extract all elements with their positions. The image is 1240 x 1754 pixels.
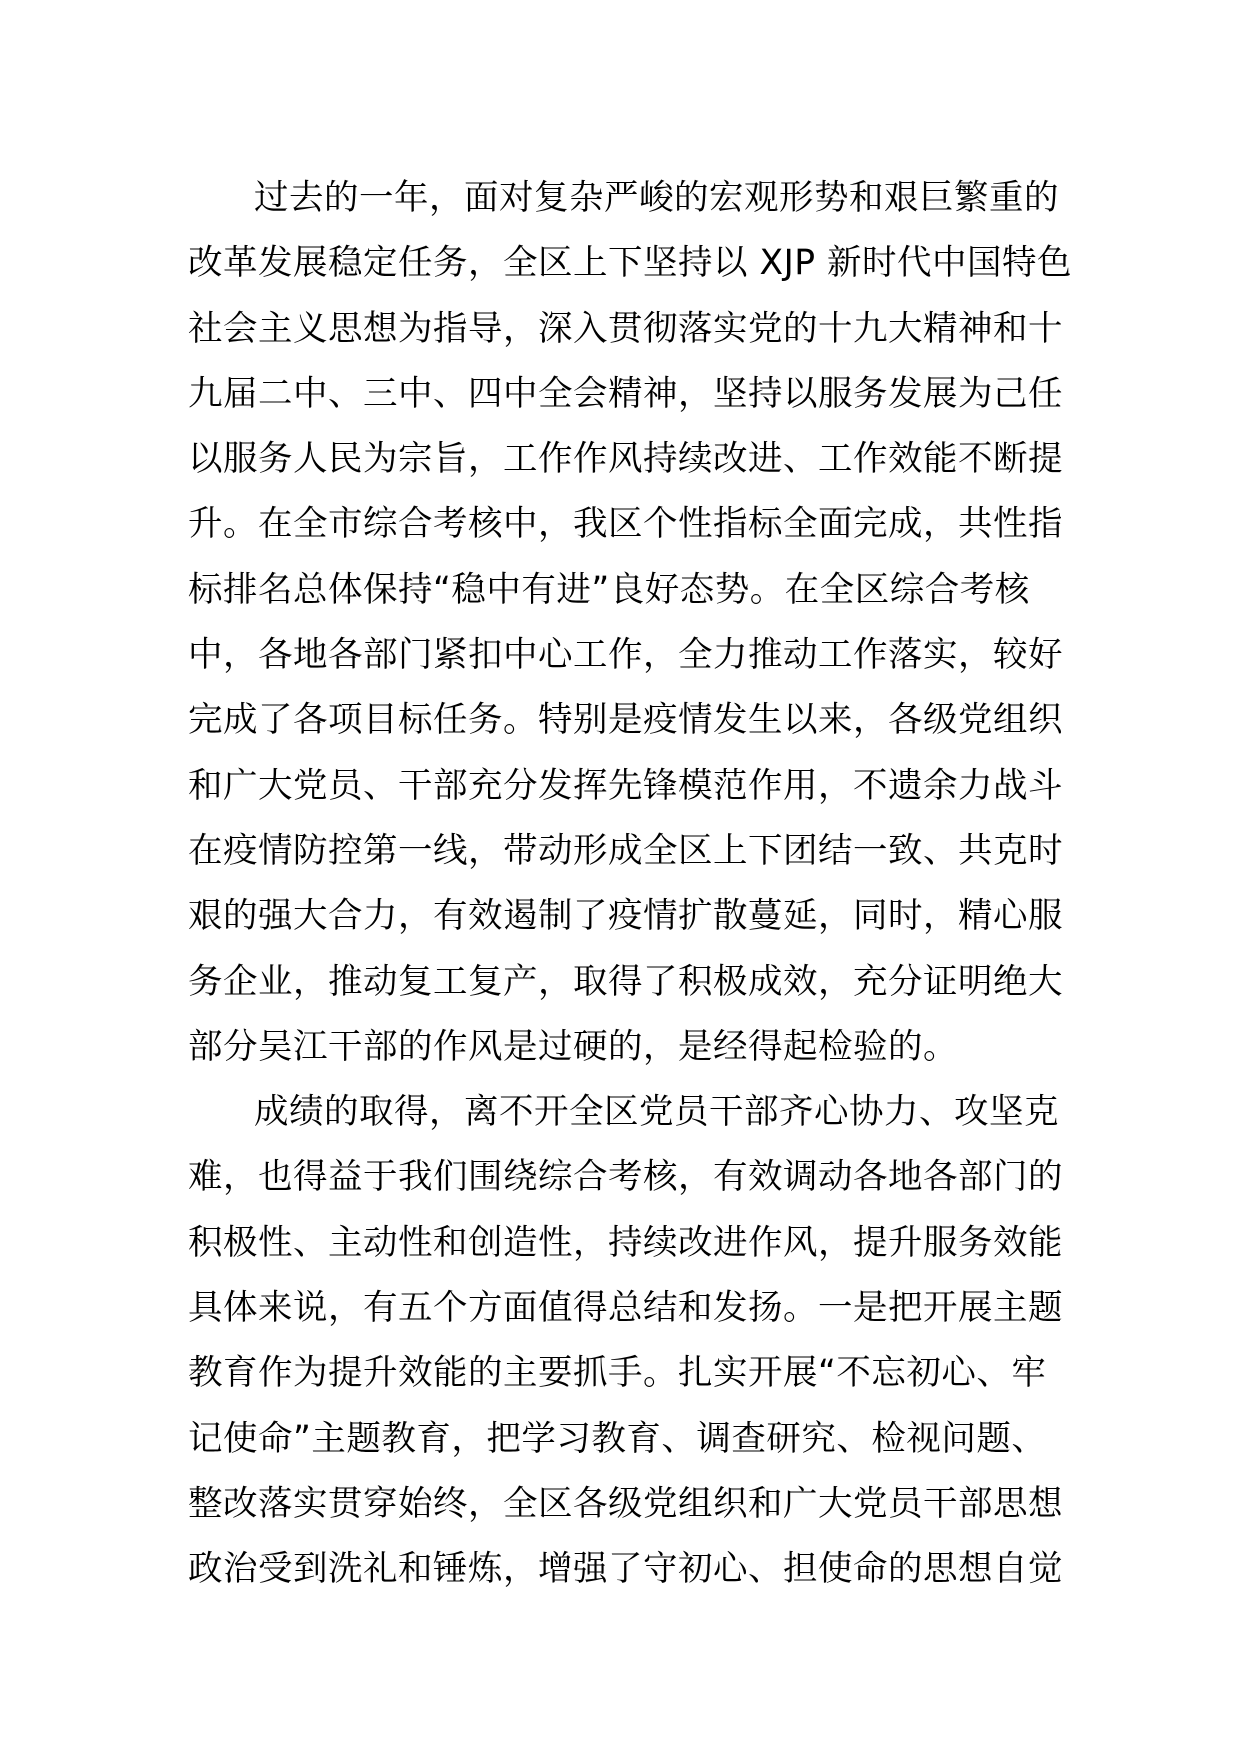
text-line: 九届二中、三中、四中全会精神，坚持以服务发展为己任 <box>188 373 1063 414</box>
text-line: 记使命”主题教育，把学习教育、调查研究、检视问题、 <box>188 1418 1047 1459</box>
text-line: 整改落实贯穿始终，全区各级党组织和广大党员干部思想 <box>188 1483 1063 1524</box>
text-line: 以服务人民为宗旨，工作作风持续改进、工作效能不断提 <box>188 439 1063 480</box>
paragraph-2 <box>188 1080 1068 1602</box>
text-line: 艰的强大合力，有效遏制了疫情扩散蔓延，同时，精心服 <box>188 896 1063 937</box>
text-line: 在疫情防控第一线，带动形成全区上下团结一致、共克时 <box>188 830 1063 871</box>
text-line: 中，各地各部门紧扣中心工作，全力推动工作落实，较好 <box>188 635 1063 676</box>
text-line: 和广大党员、干部充分发挥先锋模范作用，不遗余力战斗 <box>188 765 1063 806</box>
text-line: 改革发展稳定任务，全区上下坚持以 XJP 新时代中国特色 <box>188 243 1073 284</box>
text-line: 难，也得益于我们围绕综合考核，有效调动各地各部门的 <box>188 1157 1063 1198</box>
text-line: 标排名总体保持“稳中有进”良好态势。在全区综合考核 <box>188 569 1030 610</box>
text-line: 部分吴江干部的作风是过硬的，是经得起检验的。 <box>188 1026 958 1067</box>
text-line: 社会主义思想为指导，深入贯彻落实党的十九大精神和十 <box>188 308 1063 349</box>
text-line: 积极性、主动性和创造性，持续改进作风，提升服务效能 <box>188 1222 1063 1263</box>
document-body <box>188 166 1073 1603</box>
text-line: 升。在全市综合考核中，我区个性指标全面完成，共性指 <box>188 504 1063 545</box>
text-line: 政治受到洗礼和锤炼，增强了守初心、担使命的思想自觉 <box>188 1549 1063 1590</box>
text-line: 务企业，推动复工复产，取得了积极成效，充分证明绝大 <box>188 961 1063 1002</box>
text-line: 成绩的取得，离不开全区党员干部齐心协力、攻坚克 <box>254 1092 1059 1133</box>
text-line: 教育作为提升效能的主要抓手。扎实开展“不忘初心、牢 <box>188 1353 1047 1394</box>
paragraph-1 <box>188 166 1073 1080</box>
text-line: 具体来说，有五个方面值得总结和发扬。一是把开展主题 <box>188 1288 1063 1329</box>
text-line: 完成了各项目标任务。特别是疫情发生以来，各级党组织 <box>188 700 1063 741</box>
text-line: 过去的一年，面对复杂严峻的宏观形势和艰巨繁重的 <box>254 178 1059 218</box>
